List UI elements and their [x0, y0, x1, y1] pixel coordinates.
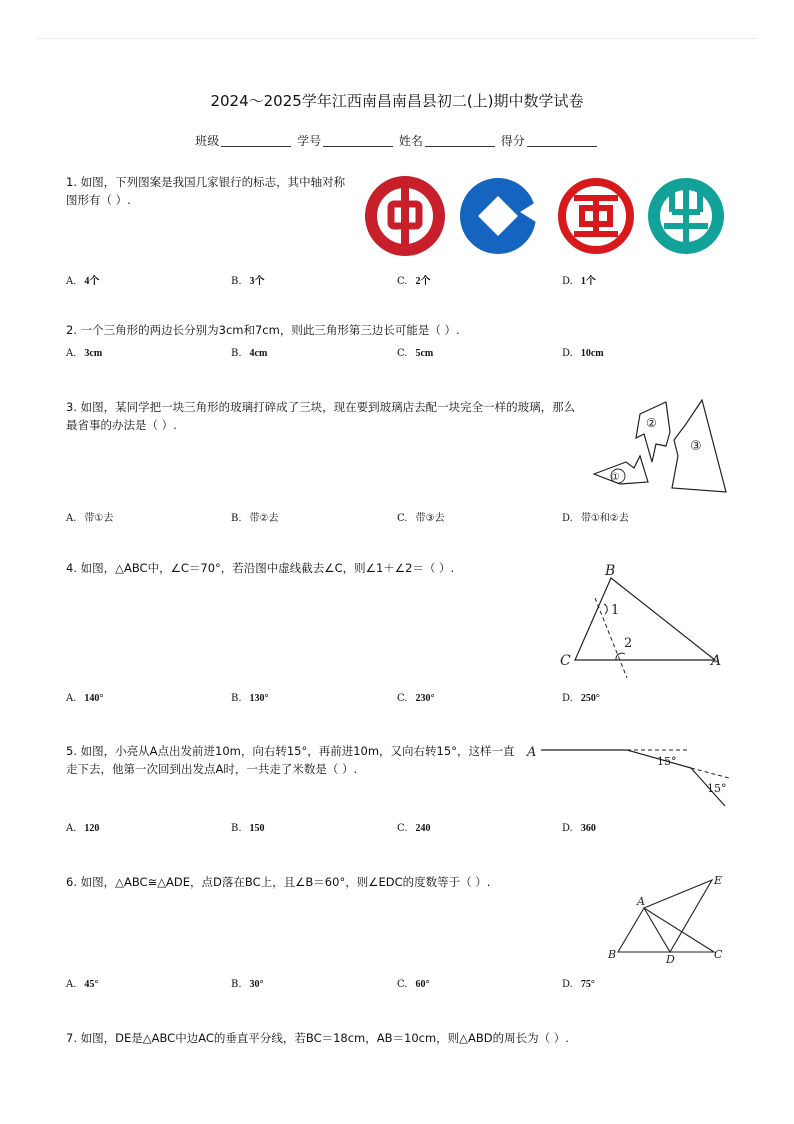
option-b[interactable]: B. 150 [231, 823, 265, 834]
score-blank[interactable] [527, 134, 597, 147]
option-d[interactable]: D. 10cm [562, 348, 604, 359]
start-point-label: A [527, 745, 537, 760]
option-b[interactable]: B. 带②去 [231, 513, 279, 524]
vertex-c-label: C [714, 948, 723, 961]
option-d[interactable]: D. 360 [562, 823, 596, 834]
vertex-b-label: B [605, 563, 616, 579]
question-text-line: 如图，DE是△ABC中边AC的垂直平分线，若BC＝18cm，AB＝10cm，则△ABD的周长为（ ）. [80, 1031, 569, 1045]
question-text-line: 如图，小亮从A点出发前进10m，向右转15°，再前进10m，又向右转15°，这样一直 [80, 744, 515, 758]
options-q4 [66, 693, 736, 709]
agricultural-bank-logo [648, 178, 724, 254]
option-c[interactable]: C. 5cm [397, 348, 434, 359]
id-label: 学号 [297, 134, 322, 148]
construction-bank-logo [460, 178, 536, 254]
options-q1 [66, 272, 736, 288]
question-number: 1. [66, 175, 77, 189]
question-text-line: 如图，△ABC中，∠C＝70°，若沿图中虚线截去∠C，则∠1＋∠2＝（ ）. [80, 561, 455, 575]
question-number: 4. [66, 561, 77, 575]
glass-piece-2 [636, 402, 670, 462]
question-number: 2. [66, 323, 77, 337]
option-c[interactable]: C. 60° [397, 979, 430, 990]
turn-angle-label-2: 15° [707, 782, 727, 795]
option-b[interactable]: B. 30° [231, 979, 264, 990]
icbc-glyph [574, 198, 618, 234]
options-q5 [66, 823, 736, 839]
score-label: 得分 [500, 134, 525, 148]
options-q2 [66, 348, 736, 364]
icbc-logo [562, 182, 630, 250]
page-title: 2024～2025学年江西南昌南昌县初二(上)期中数学试卷 [210, 92, 584, 110]
triangle-abc [575, 578, 715, 660]
question-2 [66, 321, 460, 339]
question-number: 3. [66, 400, 77, 414]
question-number: 5. [66, 744, 77, 758]
question-number: 6. [66, 875, 77, 889]
boc-bar [401, 180, 409, 252]
question-7 [66, 1029, 569, 1047]
option-d[interactable]: D. 75° [562, 979, 595, 990]
options-q3 [66, 509, 736, 525]
option-a[interactable]: A. 带①去 [66, 513, 114, 524]
question-5 [66, 742, 514, 778]
option-c[interactable]: C. 带③去 [397, 513, 445, 524]
class-blank[interactable] [221, 134, 291, 147]
question-text-line: 一个三角形的两边长分别为3cm和7cm，则此三角形第三边长可能是（ ）. [80, 323, 460, 337]
option-c[interactable]: C. 2个 [397, 276, 431, 287]
option-d[interactable]: D. 250° [562, 693, 600, 704]
question-3 [66, 398, 575, 434]
piece-label-3: ③ [690, 439, 702, 454]
option-a[interactable]: A. 4个 [66, 276, 100, 287]
question-text-line: 如图，下列图案是我国几家银行的标志，其中轴对称 [80, 175, 346, 189]
question-text-line: 最省事的办法是（ ）. [66, 418, 177, 432]
option-b[interactable]: B. 3个 [231, 276, 265, 287]
option-b[interactable]: B. 4cm [231, 348, 268, 359]
option-c[interactable]: C. 230° [397, 693, 435, 704]
vertex-c-label: C [560, 653, 571, 669]
option-d[interactable]: D. 带①和②去 [562, 513, 629, 524]
option-a[interactable]: A. 3cm [66, 348, 103, 359]
triangle-abc-figure [555, 558, 730, 684]
angle-1-label: 1 [611, 603, 620, 618]
name-label: 姓名 [398, 134, 423, 148]
question-text-line: 图形有（ ）. [66, 193, 131, 207]
piece-label-2: ② [646, 416, 657, 430]
broken-glass-figure [590, 396, 730, 498]
vertex-d-label: D [666, 953, 675, 966]
vertex-a-label: A [711, 653, 722, 669]
options-q6 [66, 979, 736, 995]
extension-line-2 [691, 768, 729, 778]
piece-label-1: ① [611, 472, 620, 483]
vertex-a-label: A [637, 895, 645, 908]
option-a[interactable]: A. 45° [66, 979, 99, 990]
option-d[interactable]: D. 1个 [562, 276, 596, 287]
question-text-line: 走下去，他第一次回到出发点A时，一共走了米数是（ ）. [66, 762, 358, 776]
bank-of-china-logo [371, 180, 439, 252]
question-text-line: 如图，某同学把一块三角形的玻璃打碎成了三块，现在要到玻璃店去配一块完全一样的玻璃，那么 [80, 400, 576, 414]
congruent-triangles-figure [604, 872, 730, 966]
option-a[interactable]: A. 120 [66, 823, 100, 834]
question-text-line: 如图，△ABC≅△ADE，点D落在BC上，且∠B＝60°，则∠EDC的度数等于（ ）. [80, 875, 491, 889]
question-1 [66, 173, 345, 209]
name-blank[interactable] [425, 134, 495, 147]
vertex-e-label: E [714, 874, 723, 887]
option-c[interactable]: C. 240 [397, 823, 431, 834]
angle-2-label: 2 [624, 636, 633, 651]
top-divider [36, 38, 758, 39]
id-blank[interactable] [323, 134, 393, 147]
angle-1-arc [604, 604, 607, 614]
angle-2-arc [616, 653, 625, 660]
bank-logos-figure [360, 172, 730, 260]
triangle-ade [644, 880, 712, 952]
walking-path-figure [525, 738, 730, 814]
question-number: 7. [66, 1031, 77, 1045]
question-6 [66, 873, 490, 891]
vertex-b-label: B [608, 948, 617, 961]
turn-angle-label-1: 15° [657, 755, 677, 768]
option-b[interactable]: B. 130° [231, 693, 269, 704]
class-label: 班级 [195, 134, 220, 148]
question-4 [66, 559, 454, 577]
option-a[interactable]: A. 140° [66, 693, 104, 704]
student-info-row [0, 132, 794, 149]
